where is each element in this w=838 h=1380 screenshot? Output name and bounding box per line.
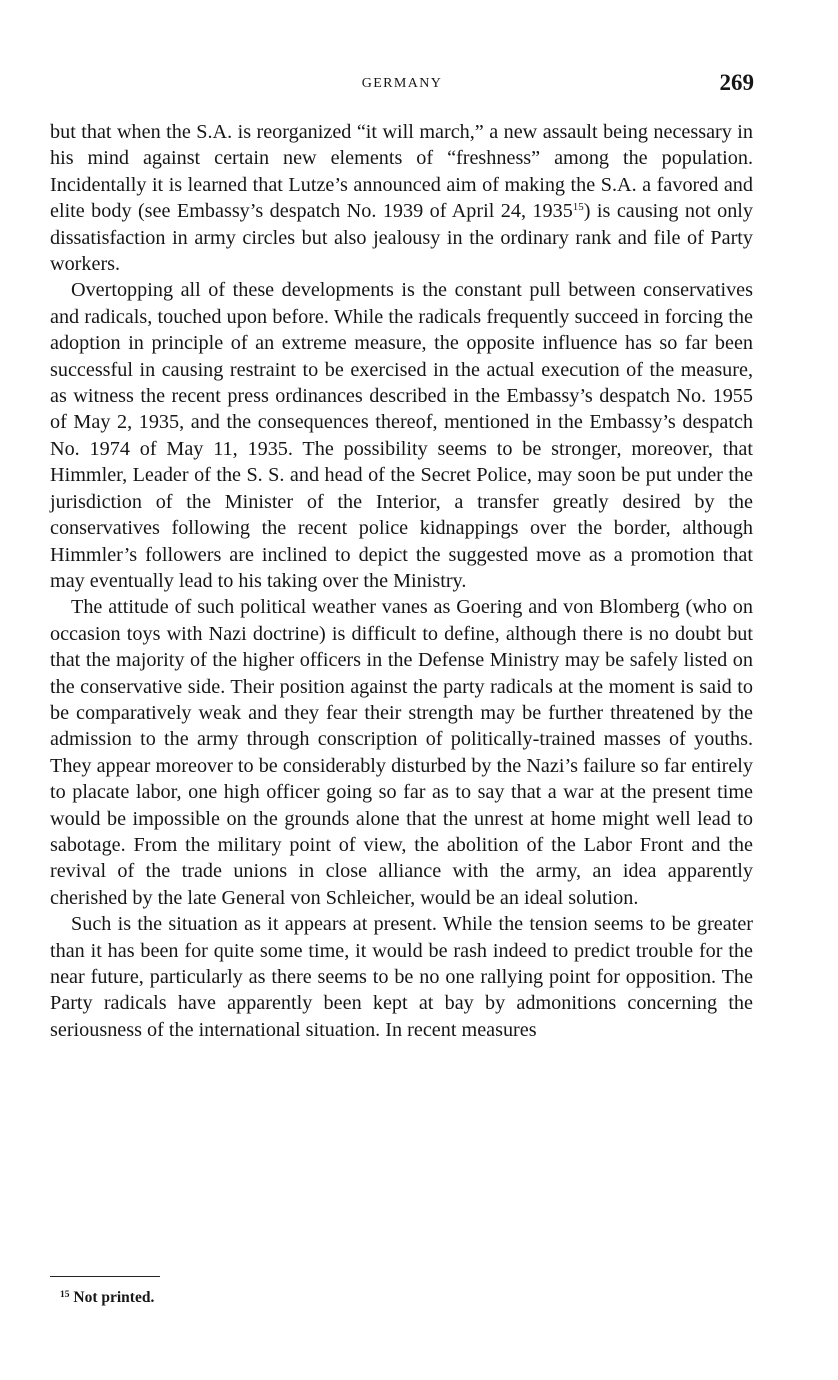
page-number: 269	[719, 70, 754, 95]
footnote-text: Not printed.	[73, 1289, 155, 1306]
footnote-marker: 15	[60, 1290, 70, 1300]
paragraph: Such is the situation as it appears at present. While the tension seems to be greater than it has been for quite some time, it would be rash indeed to predict trouble for the near future, particularly as there seems to be no one rallying point for opposition. The Party radicals have apparently been kept at bay by admonitions concerning the seriousness of the international situation. In recent measures	[50, 913, 753, 1041]
paragraph-text: but that when the S.A. is reorganized “it will march,” a new assault being necessary in his mind against certain new elements of “freshness” among the population. Incidentally it is learned that Lutze’s announced aim of making the S.A. a favored and elite body (see Embassy’s despatch No. 1939 of April 24, 1935	[50, 121, 753, 223]
paragraph: The attitude of such political weather vanes as Goering and von Blomberg (who on occasion toys with Nazi doctrine) is difficult to define, although there is no doubt but that the majority of the higher officers in the Defense Ministry may be safely listed on the conservative side. Their position against the party radicals at the moment is said to be comparatively weak and they fear their strength may be further threatened by the admission to the army through conscription of politically-trained masses of youths. They appear moreover to be considerably disturbed by the Nazi’s failure so far entirely to placate labor, one high officer going so far as to say that a war at the present time would be impossible on the grounds alone that the unrest at home might well lead to sabotage. From the military point of view, the abolition of the Labor Front and the revival of the trade unions in close alliance with the army, an idea apparently cherished by the late General von Schleicher, would be an ideal solution.	[50, 596, 753, 909]
running-head: GERMANY	[361, 76, 443, 91]
paragraph-text: ) is causing not only dissatisfaction in army circles but also jealousy in the ordinary rank and file of Party workers.	[50, 200, 754, 276]
footnote-divider	[50, 1276, 160, 1277]
footnote-reference: 15	[572, 201, 584, 214]
body-text	[50, 119, 753, 1043]
page-header	[50, 72, 754, 102]
footnote	[60, 1289, 154, 1307]
paragraph: Overtopping all of these developments is the constant pull between conservatives and radicals, touched upon before. While the radicals frequently succeed in forcing the adoption in principle of an extreme measure, the opposite influence has so far been successful in causing restraint to be exercised in the actual execution of the measure, as witness the recent press ordinances described in the Embassy’s despatch No. 1955 of May 2, 1935, and the consequences thereof, mentioned in the Embassy’s despatch No. 1974 of May 11, 1935. The possibility seems to be stronger, moreover, that Himmler, Leader of the S. S. and head of the Secret Police, may soon be put under the jurisdiction of the Minister of the Interior, a transfer greatly desired by the conservatives following the recent police kidnappings over the border, although Himmler’s followers are inclined to depict the suggested move as a promotion that may eventually lead to his taking over the Ministry.	[50, 279, 753, 592]
paragraph-continued	[50, 119, 753, 277]
